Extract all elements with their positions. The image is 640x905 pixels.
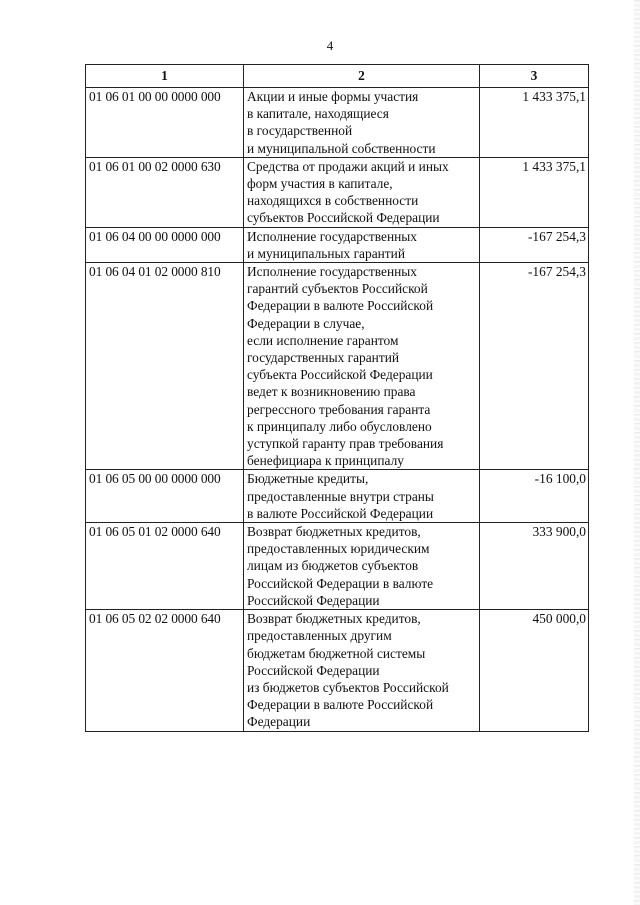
budget-sources-table: [85, 64, 589, 732]
amount-cell: 450 000,0: [480, 610, 589, 731]
budget-code-cell: 01 06 05 00 00 0000 000: [86, 470, 244, 523]
item-name-cell: Исполнение государственных и муниципальных гарантий: [244, 227, 480, 262]
scan-edge: [634, 0, 640, 905]
item-name-cell: Возврат бюджетных кредитов, предоставленных юридическим лицам из бюджетов субъектов Российской Федерации в валюте Российской Федерации: [244, 523, 480, 610]
item-name-cell: Средства от продажи акций и иных форм участия в капитале, находящихся в собственности субъектов Российской Федерации: [244, 157, 480, 227]
amount-cell: 333 900,0: [480, 523, 589, 610]
budget-code-cell: 01 06 01 00 00 0000 000: [86, 88, 244, 158]
table-row: [86, 157, 589, 227]
budget-code-cell: 01 06 05 02 02 0000 640: [86, 610, 244, 731]
budget-code-cell: 01 06 04 00 00 0000 000: [86, 227, 244, 262]
amount-cell: -16 100,0: [480, 470, 589, 523]
table-row: [86, 227, 589, 262]
page-number: 4: [326, 38, 334, 53]
table-row: [86, 523, 589, 610]
budget-code-cell: 01 06 01 00 02 0000 630: [86, 157, 244, 227]
amount-cell: 1 433 375,1: [480, 157, 589, 227]
column-header-3: 3: [480, 65, 589, 88]
table-row: [86, 610, 589, 731]
budget-code-cell: 01 06 04 01 02 0000 810: [86, 263, 244, 470]
table-row: [86, 263, 589, 470]
item-name-cell: Бюджетные кредиты, предоставленные внутри страны в валюте Российской Федерации: [244, 470, 480, 523]
amount-cell: -167 254,3: [480, 227, 589, 262]
column-header-1: 1: [86, 65, 244, 88]
amount-cell: 1 433 375,1: [480, 88, 589, 158]
table-row: [86, 470, 589, 523]
item-name-cell: Возврат бюджетных кредитов, предоставленных другим бюджетам бюджетной системы Российской Федерации из бюджетов субъектов Российской Федерации в валюте Российской Федерации: [244, 610, 480, 731]
budget-code-cell: 01 06 05 01 02 0000 640: [86, 523, 244, 610]
column-header-2: 2: [244, 65, 480, 88]
amount-cell: -167 254,3: [480, 263, 589, 470]
table-header-row: [86, 65, 589, 88]
table-row: [86, 88, 589, 158]
item-name-cell: Акции и иные формы участия в капитале, находящиеся в государственной и муниципальной собственности: [244, 88, 480, 158]
item-name-cell: Исполнение государственных гарантий субъектов Российской Федерации в валюте Российской Федерации в случае, если исполнение гарантом государственных гарантий субъекта Российской Федерации ведет к возникновению права регрессного требования гаранта к принципалу либо обусловлено уступкой гаранту прав требования бенефициара к принципалу: [244, 263, 480, 470]
